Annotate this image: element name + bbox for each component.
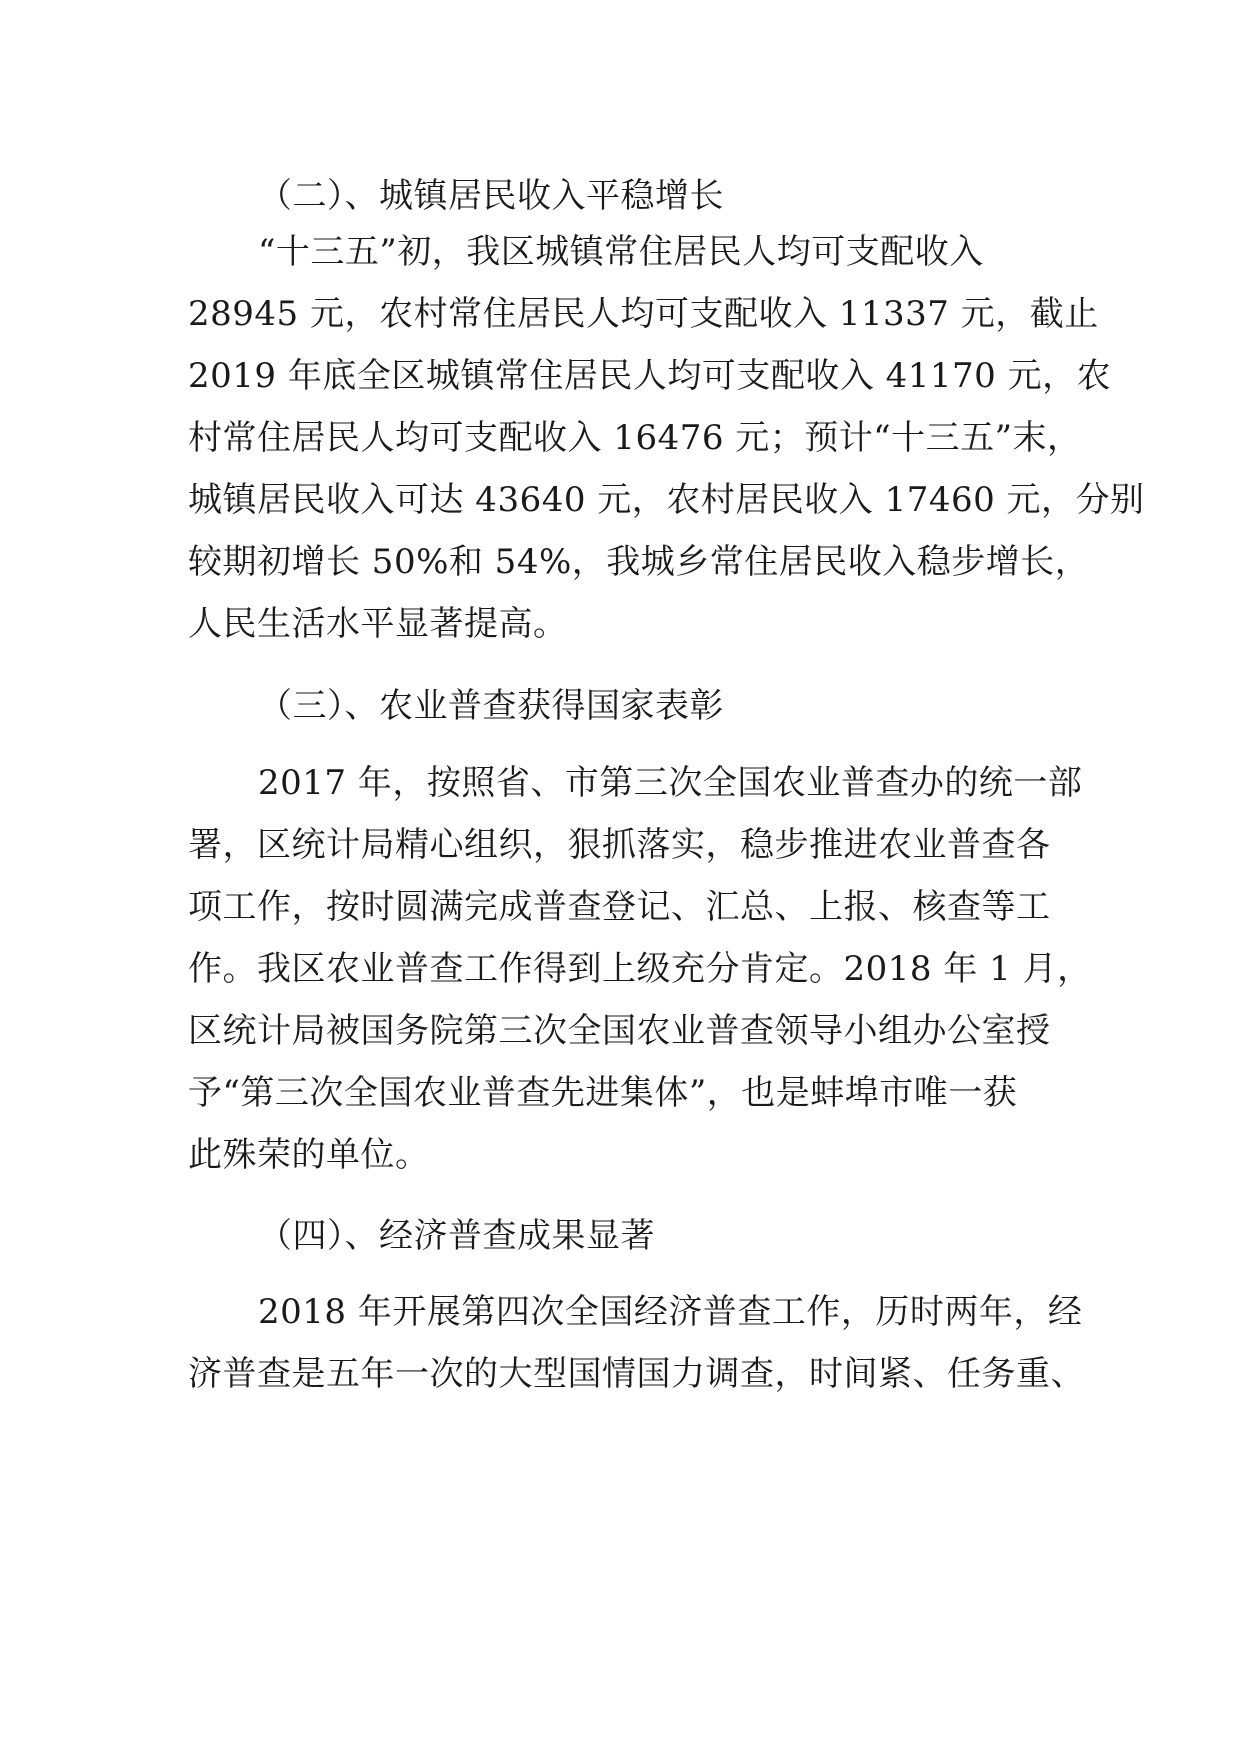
paragraph-line: “十三五”初，我区城镇常住居民人均可支配收入 xyxy=(258,232,984,272)
paragraph-line: 项工作，按时圆满完成普查登记、汇总、上报、核查等工 xyxy=(188,887,1051,927)
paragraph-line: 作。我区农业普查工作得到上级充分肯定。2018 年 1 月， xyxy=(188,949,1092,989)
paragraph-line: 较期初增长 50%和 54%，我城乡常住居民收入稳步增长， xyxy=(188,542,1090,582)
paragraph-line: 予“第三次全国农业普查先进集体”，也是蚌埠市唯一获 xyxy=(188,1073,1018,1113)
section-heading-4: （四）、经济普查成果显著 xyxy=(258,1216,655,1256)
section-heading-2: （二）、城镇居民收入平稳增长 xyxy=(258,176,724,216)
paragraph-line: 此殊荣的单位。 xyxy=(188,1135,430,1175)
paragraph-line: 人民生活水平显著提高。 xyxy=(188,604,568,644)
paragraph-line: 28945 元，农村常住居民人均可支配收入 11337 元，截止 xyxy=(188,294,1099,334)
paragraph-line: 区统计局被国务院第三次全国农业普查领导小组办公室授 xyxy=(188,1011,1051,1051)
paragraph-line: 署，区统计局精心组织，狠抓落实，稳步推进农业普查各 xyxy=(188,825,1051,865)
section-heading-3: （三）、农业普查获得国家表彰 xyxy=(258,686,724,726)
paragraph-line: 2018 年开展第四次全国经济普查工作，历时两年，经 xyxy=(258,1292,1083,1332)
paragraph-line: 2019 年底全区城镇常住居民人均可支配收入 41170 元，农 xyxy=(188,356,1112,396)
paragraph-line: 2017 年，按照省、市第三次全国农业普查办的统一部 xyxy=(258,763,1083,803)
paragraph-line: 村常住居民人均可支配收入 16476 元；预计“十三五”末， xyxy=(188,418,1082,458)
paragraph-line: 城镇居民收入可达 43640 元，农村居民收入 17460 元，分别 xyxy=(188,480,1145,520)
paragraph-line: 济普查是五年一次的大型国情国力调查，时间紧、任务重、 xyxy=(188,1354,1085,1394)
